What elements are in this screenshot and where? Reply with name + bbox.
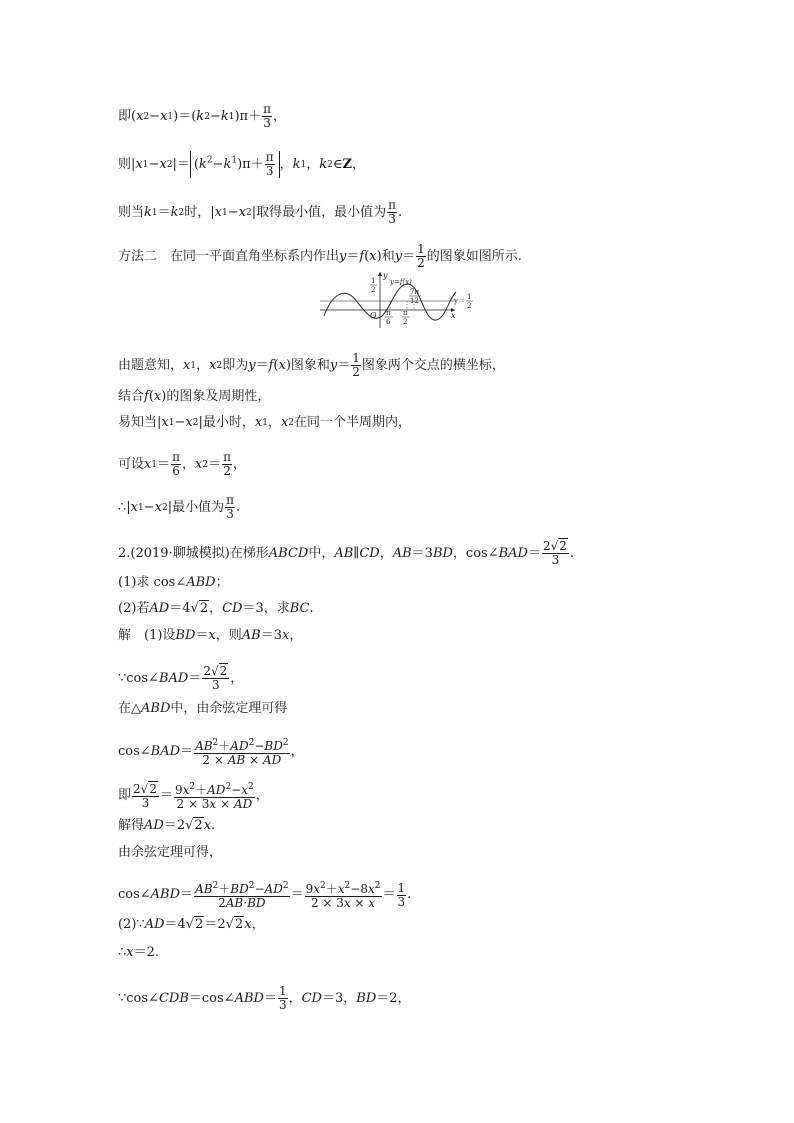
var: ABD: [186, 575, 216, 590]
sub: 2: [202, 459, 209, 470]
var: CDB: [158, 990, 189, 1006]
solution-10: [118, 945, 159, 961]
text: ＝3: [411, 545, 433, 561]
text: (2)若: [118, 601, 150, 616]
sub: 2: [166, 159, 173, 170]
text: 2.(2019·聊城模拟)在梯形: [118, 545, 269, 561]
solution-5: [118, 781, 269, 811]
var: AB: [241, 628, 261, 643]
text: )π＋: [234, 108, 262, 124]
var: k: [319, 156, 328, 172]
sub: 1: [167, 111, 174, 122]
fraction: $\frac{\pi}{6}$: [172, 450, 180, 478]
text: 即(: [118, 108, 137, 124]
var: x: [126, 945, 134, 960]
var: x: [244, 917, 252, 932]
var: y: [394, 248, 403, 264]
line-8: [118, 451, 246, 478]
text: )的图象及周期性，: [161, 389, 271, 404]
text: ，cos∠: [452, 545, 499, 561]
fraction: $\frac{9x^2+AD^2-x^2}{2 \times 3x \times AD}$: [174, 782, 254, 811]
var: AD: [144, 917, 165, 932]
fraction: $\frac{1}{2}$: [352, 351, 360, 379]
text: (: [364, 248, 370, 264]
half-den: 2: [371, 286, 376, 294]
sub: 1: [151, 207, 158, 218]
text: cos∠: [118, 887, 151, 902]
pi2-num: π: [403, 309, 408, 317]
text: ＝4: [164, 917, 186, 932]
fraction: $\frac{\pi}{3}$: [388, 198, 397, 226]
var: AB: [334, 545, 354, 561]
var: BD: [175, 628, 196, 643]
var: x: [183, 357, 191, 373]
text: |取得最小值，最小值为: [251, 204, 387, 220]
var: x: [278, 357, 286, 373]
text: 由余弦定理可得，: [118, 845, 223, 860]
text: ，: [196, 357, 210, 373]
text: ＝: [157, 204, 171, 220]
text: (2)∵: [118, 917, 145, 932]
text: ，: [306, 156, 320, 172]
text: ，: [233, 456, 247, 472]
text: ＝4: [169, 601, 191, 616]
var: ABD: [150, 887, 181, 902]
text: −: [143, 499, 155, 515]
var: x: [159, 156, 167, 172]
var: AD: [144, 818, 164, 833]
text: )＝(: [173, 108, 197, 124]
y-label: y: [383, 271, 388, 280]
var: BD: [432, 545, 453, 561]
pi6-den: 6: [386, 318, 391, 326]
text: ＝2: [204, 917, 226, 932]
line-5: [118, 352, 505, 379]
sqrt: √2: [185, 917, 204, 932]
sub: 1: [228, 111, 235, 122]
text: ＝cos∠: [188, 990, 235, 1006]
text: ∵cos∠: [118, 990, 159, 1006]
var: y: [329, 357, 338, 373]
text: ，: [290, 744, 304, 759]
sqrt: √2: [185, 818, 203, 833]
var: ABD: [234, 990, 264, 1006]
absolute-value: $(k^2-k^1)\pi+$ $\frac{\pi}{3}$: [190, 151, 280, 178]
var: y: [248, 357, 256, 373]
fraction: $\frac{9x^2+x^2-8x^2}{2 \times 3x \times x}$: [305, 881, 381, 910]
text: ∴: [118, 945, 127, 960]
text: ；: [215, 575, 229, 590]
var: x: [195, 456, 203, 472]
solution-11: [118, 985, 411, 1012]
solution-6: [118, 818, 215, 834]
text: .: [309, 601, 314, 616]
text: ＝: [263, 990, 277, 1006]
text: ＝: [208, 456, 222, 472]
text: ＝: [255, 357, 269, 373]
text: 中，由余弦定理可得: [170, 701, 288, 716]
x-label: x: [451, 311, 456, 320]
fraction: $\frac{\pi}{3}$: [226, 493, 234, 521]
var: x: [214, 204, 223, 220]
var: BD: [356, 990, 377, 1006]
line-9: [118, 494, 240, 521]
var: f: [144, 389, 149, 404]
sub: 2: [246, 207, 252, 218]
text: ＝2: [163, 818, 186, 833]
var: x: [144, 456, 152, 472]
sub: 1: [262, 418, 268, 428]
var: x: [238, 204, 246, 220]
text: ＝: [346, 248, 360, 264]
fraction: $\frac{AB^2+AD^2-BD^2}{2 \times AB \times AD}$: [195, 738, 289, 767]
text: ＝: [157, 456, 171, 472]
text: (: [148, 389, 154, 404]
text: 图象两个交点的横坐标，: [361, 357, 505, 373]
text: |＝: [172, 156, 190, 172]
text: −: [174, 415, 186, 430]
half-num: 1: [371, 277, 376, 285]
var: y: [339, 248, 347, 264]
text: ，: [272, 108, 286, 124]
text: 在△: [118, 701, 141, 716]
text: ＝: [402, 248, 416, 264]
line-6: [118, 389, 270, 405]
seven-pi-den: 12: [410, 297, 419, 305]
text: ＝: [527, 545, 541, 561]
text: 可设: [118, 456, 145, 472]
text: −: [227, 204, 239, 220]
var: x: [135, 156, 143, 172]
var: k: [170, 204, 179, 220]
text: −: [149, 108, 161, 124]
text: ＝3，: [321, 990, 357, 1006]
text: ＝3: [260, 628, 283, 643]
solution-9: [118, 917, 265, 933]
set-z: Z: [342, 156, 352, 172]
line-label-den: 2: [467, 302, 472, 310]
pi6-num: π: [386, 309, 391, 317]
var: f: [359, 248, 365, 264]
text: |最小时，: [198, 415, 255, 430]
var: x: [154, 499, 162, 515]
curve-label: y=f(x): [390, 278, 412, 286]
solution-7: [118, 845, 222, 861]
sub: 2: [216, 360, 223, 371]
question-2: [118, 601, 314, 617]
problem-2: [118, 540, 574, 567]
text: ＝3，求: [242, 601, 290, 616]
text: ，: [352, 156, 366, 172]
text: ＝: [159, 788, 173, 803]
var: k: [196, 108, 205, 124]
sqrt: √2: [225, 917, 244, 932]
text: )图象和: [285, 357, 330, 373]
text: 则当: [118, 204, 145, 220]
var: k: [144, 204, 152, 220]
text: 的图象如图所示.: [426, 248, 522, 264]
var: x: [254, 415, 263, 430]
text: 时，|: [184, 204, 215, 220]
sub: 2: [143, 111, 150, 122]
line-label: y＝: [454, 297, 465, 305]
var: x: [136, 108, 144, 124]
var: x: [130, 499, 138, 515]
text: ，: [267, 415, 281, 430]
var: f: [268, 357, 274, 373]
sub: 1: [142, 159, 149, 170]
text: 中，: [308, 545, 335, 561]
text: ∵cos∠: [118, 670, 159, 686]
fraction: $\frac{1}{3}$: [397, 880, 406, 909]
text: ＝: [195, 628, 209, 643]
text: ＝: [180, 887, 194, 902]
line-4: [118, 243, 522, 270]
text: cos∠: [118, 744, 151, 759]
sub: 2: [161, 502, 168, 513]
line-7: [118, 415, 411, 431]
var: BAD: [158, 670, 189, 686]
text: (: [273, 357, 279, 373]
line-label-num: 1: [467, 293, 472, 301]
function-graph: [320, 270, 480, 330]
sub: 1: [168, 418, 175, 428]
text: ＝: [180, 744, 194, 759]
solution-8: [118, 880, 411, 910]
sub: 2: [178, 207, 185, 218]
text: 由题意知，: [118, 357, 184, 373]
sub: 2: [192, 418, 199, 428]
line-3: [118, 199, 402, 226]
text: ，则: [215, 628, 242, 643]
text: ，: [251, 917, 265, 932]
pi2-den: 2: [403, 318, 408, 326]
text: 结合: [118, 389, 145, 404]
origin-label: O: [370, 311, 377, 320]
var: k: [292, 156, 301, 172]
line-1: [118, 103, 286, 130]
text: |最小值为: [167, 499, 225, 515]
text: 解 (1)设: [118, 628, 176, 643]
text: ∴|: [118, 499, 131, 515]
var: AD: [149, 601, 170, 616]
text: ＝: [290, 887, 304, 902]
text: ∥: [353, 545, 360, 561]
text: )和: [376, 248, 395, 264]
text: ，: [289, 628, 303, 643]
var: x: [209, 357, 217, 373]
solution-4: [118, 737, 304, 767]
y-axis-arrow: [378, 272, 382, 276]
text: ，: [209, 601, 223, 616]
fraction: $\frac{2√2}{3}$: [203, 664, 228, 692]
var: ABD: [141, 701, 171, 716]
text: 即为: [222, 357, 249, 373]
text: ＝2，: [376, 990, 411, 1006]
solution-1: [118, 628, 302, 644]
text: ＝: [382, 887, 396, 902]
fraction: $\frac{2√2}{3}$: [542, 539, 567, 567]
fraction: $\frac{\pi}{3}$: [263, 102, 271, 130]
text: 即: [118, 788, 132, 803]
text: ，: [379, 545, 393, 561]
var: x: [282, 628, 290, 643]
var: BAD: [498, 545, 528, 561]
var: x: [161, 415, 169, 430]
fraction: $\frac{1}{3}$: [278, 984, 287, 1012]
text: −: [209, 108, 221, 124]
text: 则|: [118, 156, 136, 172]
sub: 1: [300, 159, 307, 170]
fraction: $\frac{2√2}{3}$: [133, 781, 157, 810]
solution-3: [118, 701, 287, 717]
var: x: [153, 389, 162, 404]
text: (1)求 cos∠: [118, 575, 187, 590]
text: −: [148, 156, 160, 172]
var: BC: [289, 601, 310, 616]
text: .: [236, 499, 241, 515]
text: .: [211, 818, 216, 833]
text: 易知当|: [118, 415, 162, 430]
var: BAD: [150, 744, 181, 759]
line-2: [118, 151, 365, 178]
sub: 1: [222, 207, 228, 218]
text: .: [569, 545, 575, 561]
text: ，: [255, 788, 269, 803]
text: ＝: [188, 670, 202, 686]
sub: 1: [190, 360, 197, 371]
text: ＝: [337, 357, 351, 373]
text: ，: [182, 456, 196, 472]
seven-pi-num: 7π: [410, 288, 420, 296]
var: x: [203, 818, 212, 833]
var: x: [160, 108, 168, 124]
text: ＝2.: [133, 945, 160, 960]
var: AB: [392, 545, 412, 561]
text: 在同一个半周期内，: [294, 415, 412, 430]
text: 解得: [118, 818, 145, 833]
var: x: [369, 248, 377, 264]
sub: 2: [327, 159, 333, 170]
var: x: [185, 415, 193, 430]
var: x: [208, 628, 216, 643]
solution-2: [118, 665, 243, 692]
var: x: [280, 415, 289, 430]
sub: 1: [151, 459, 158, 470]
text: 方法二 在同一平面直角坐标系内作出: [118, 248, 340, 264]
sub: 2: [288, 418, 295, 428]
text: ，: [230, 670, 244, 686]
var: CD: [301, 990, 322, 1006]
fraction: $\frac{\pi}{2}$: [223, 450, 231, 478]
text: .: [398, 204, 403, 220]
var: ABCD: [268, 545, 309, 561]
text: .: [407, 887, 412, 902]
sub: 1: [138, 502, 144, 513]
var: CD: [222, 601, 243, 616]
sqrt: √2: [190, 601, 209, 616]
fraction: $\frac{1}{2}$: [417, 242, 425, 270]
sub: 2: [204, 111, 210, 122]
var: k: [220, 108, 229, 124]
fraction: $\frac{AB^2+BD^2-AD^2}{2AB\cdot BD}$: [195, 881, 289, 910]
var: CD: [359, 545, 380, 561]
question-1: [118, 575, 229, 591]
text: ，: [288, 990, 302, 1006]
text: ，: [279, 156, 293, 172]
text: ∈: [332, 156, 343, 172]
